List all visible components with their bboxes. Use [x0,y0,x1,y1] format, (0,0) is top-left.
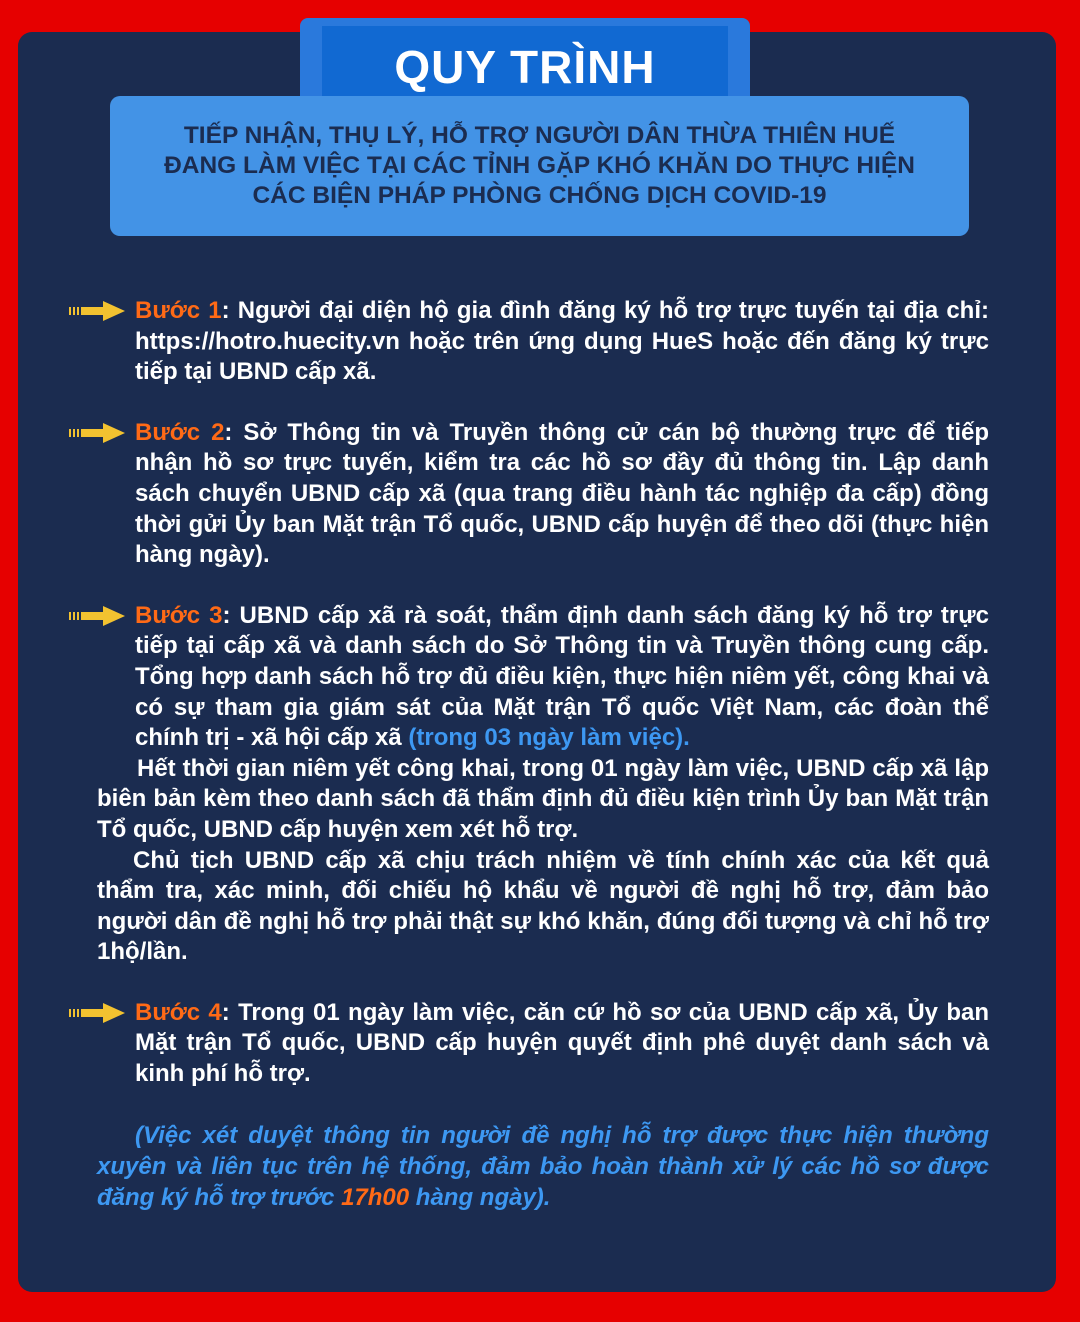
page-title: QUY TRÌNH [394,41,656,93]
step-deadline: (trong 03 ngày làm việc). [408,724,690,752]
step-text [97,418,989,571]
step-body: : UBND cấp xã rà soát, thẩm định danh sách đăng ký hỗ trợ trực tiếp tại cấp xã và danh sách do Sở Thông tin và Truyền thông cung cấp. Tổng hợp danh sách hỗ trợ đủ điều kiện, thực hiện niêm yết, công khai và có sự tham gia giám sát của Mặt trận Tổ quốc Việt Nam, các đoàn thể chính trị - xã hội cấp xã [135,601,989,752]
step-paragraph: Hết thời gian niêm yết công khai, trong 01 ngày làm việc, UBND cấp xã lập biên bản kèm theo danh sách đã thẩm định đủ điều kiện trình Ủy ban Mặt trận Tổ quốc, UBND cấp huyện xem xét hỗ trợ. [97,754,989,843]
footnote-end: hàng ngày). [409,1183,551,1211]
step-label: Bước 4 [135,998,222,1026]
subtitle-line: ĐANG LÀM VIỆC TẠI CÁC TỈNH GẶP KHÓ KHĂN DO THỰC HIỆN [164,152,915,179]
footnote [97,1120,989,1213]
step-1 [97,296,989,388]
subtitle-line: TIẾP NHẬN, THỤ LÝ, HỖ TRỢ NGƯỜI DÂN THỪA THIÊN HUẾ [183,122,896,149]
steps-content [97,296,989,1213]
subtitle-line: CÁC BIỆN PHÁP PHÒNG CHỐNG DỊCH COVID-19 [252,182,827,209]
subtitle-box [110,96,969,236]
arrow-icon [69,605,125,627]
step-text [97,296,989,388]
step-text [97,601,989,754]
step-body: : Sở Thông tin và Truyền thông cử cán bộ thường trực để tiếp nhận hồ sơ trực tuyến, kiểm tra các hồ sơ đầy đủ thông tin. Lập danh sách chuyển UBND cấp xã (qua trang điều hành tác nghiệp đa cấp) đồng thời gửi Ủy ban Mặt trận Tổ quốc, UBND cấp huyện để theo dõi (thực hiện hàng ngày). [135,418,990,569]
step-label: Bước 2 [135,418,225,446]
arrow-icon [69,1002,125,1024]
step-text [97,998,989,1090]
deadline-time: 17h00 [341,1183,410,1211]
step-label: Bước 3 [135,601,223,629]
step-paragraph: Chủ tịch UBND cấp xã chịu trách nhiệm về tính chính xác của kết quả thẩm tra, xác minh, đối chiếu hộ khẩu về người đề nghị hỗ trợ, đảm bảo người dân đề nghị hỗ trợ phải thật sự khó khăn, đúng đối tượng và chỉ hỗ trợ 1hộ/lần. [97,846,989,966]
step-body: : Trong 01 ngày làm việc, căn cứ hồ sơ của UBND cấp xã, Ủy ban Mặt trận Tổ quốc, UBND cấp huyện quyết định phê duyệt danh sách và kinh phí hỗ trợ. [135,998,989,1088]
step-3 [97,601,989,968]
step-2 [97,418,989,571]
step-4 [97,998,989,1090]
arrow-icon [69,422,125,444]
footnote-text: (Việc xét duyệt thông tin người đề nghị hỗ trợ được thực hiện thường xuyên và liên tục trên hệ thống, đảm bảo hoàn thành xử lý các hồ sơ được đăng ký hỗ trợ trước [97,1121,989,1211]
arrow-icon [69,300,125,322]
step-label: Bước 1 [135,297,222,324]
step-body: : Người đại diện hộ gia đình đăng ký hỗ trợ trực tuyến tại địa chỉ: https://hotro.huecity.vn hoặc trên ứng dụng HueS hoặc đến đăng ký trực tiếp tại UBND cấp xã. [135,297,989,386]
